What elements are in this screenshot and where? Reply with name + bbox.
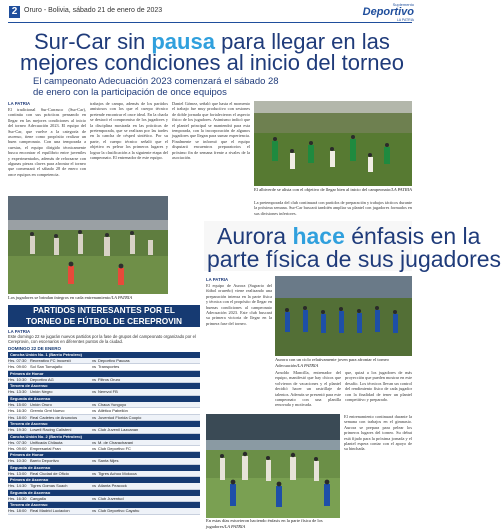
- article1-byline: LA PATRIA: [8, 101, 31, 106]
- match-time: Hrs. 15:00: [8, 401, 27, 407]
- versus-label: vs: [92, 358, 96, 363]
- fixture-section-title: Tercera de Ascenso: [8, 502, 200, 508]
- fixture-section-title: Primera de Ascenso: [8, 477, 200, 483]
- home-team: Unión Oruro: [30, 401, 52, 407]
- match-time: Hrs. 13:00: [8, 470, 27, 476]
- versus-label: vs: [92, 389, 96, 395]
- versus-label: vs: [92, 427, 96, 433]
- fixture-date-heading: DOMINGO 22 DE ENERO: [8, 346, 62, 351]
- match-time: Hrs. 19:30: [8, 427, 27, 433]
- dateline: Oruro - Bolivia, sábado 21 de enero de 2023: [24, 7, 163, 14]
- fixture-title-line1: PARTIDOS INTERESANTES POR EL: [33, 305, 175, 315]
- match-time: Hrs. 09:00: [8, 445, 27, 451]
- article2-photo-1-caption: Aurora con un ciclo relativamente joven para afrontar el torneo Adecuación/LA PATRIA: [275, 357, 389, 368]
- fixture-title-box: [8, 305, 200, 327]
- article2-col3: que, quizá a los jugadores de más proyección que pueden mostrar en este desafío. Los técnicos llevan un control del rendimiento físico de cada jugador con la finalidad de tener un plantel competitivo y preparado.: [345, 370, 412, 403]
- home-team: Empresarial Fran: [30, 445, 61, 451]
- versus-label: vs: [92, 376, 96, 382]
- versus-label: vs: [92, 483, 96, 489]
- home-team: Sol San Tomajaño: [30, 364, 63, 370]
- match-time: Hrs. 18:00: [8, 508, 27, 514]
- fixture-table: [8, 352, 200, 515]
- versus-label: vs: [92, 439, 96, 445]
- article2-photo-2-caption: En estas días estuvieron haciendo énfasis en la parte física de los jugadores/LA PATRIA: [206, 518, 323, 529]
- versus-label: vs: [92, 470, 96, 476]
- match-time: Hrs. 09:00: [8, 364, 27, 370]
- match-time: Hrs. 18:00: [8, 414, 27, 420]
- versus-label: vs: [92, 401, 96, 407]
- page-number: 2: [9, 6, 20, 18]
- away-team: Club Deportivo Cayahu: [98, 508, 140, 514]
- home-team: Real Ciudad de Oficio: [30, 470, 69, 476]
- logo-top-text: Suplemento: [392, 2, 414, 7]
- article2-byline: LA PATRIA: [206, 277, 229, 282]
- home-team: Unión Negro: [30, 389, 53, 395]
- fixture-section-title: Segunda de Ascenso: [8, 490, 200, 496]
- supplement-logo: [356, 3, 414, 22]
- away-team: Club Deportivo FC: [98, 445, 131, 451]
- home-team: Real Cadetes de Anuncios: [30, 414, 78, 420]
- versus-label: vs: [92, 495, 96, 501]
- fixture-title-line2: TORNEO DE FÚTBOL DE CEREPROVIN: [26, 316, 182, 326]
- away-team: Chaca Yungoyo: [98, 401, 127, 407]
- versus-label: vs: [92, 458, 96, 464]
- home-team: Deportivo AG: [30, 376, 54, 382]
- versus-label: vs: [92, 408, 96, 414]
- fixture-section-title: Segunda de Ascenso: [8, 465, 200, 471]
- fixture-section-title: Segunda de Ascenso: [8, 396, 200, 402]
- article1-col2: trabajos de campo, además de los partidos amistosos con los que el cuerpo técnico pretende encontrar el once ideal. En la charla se destacó el compromiso de los jugadores y la disciplina mostrada en las prácticas de pretemporada, que se realizan por las tardes en la cancha de césped sintético. Por su parte, el cuerpo técnico señaló que el objetivo es pelear los primeros lugares y lograr la clasificación a la siguiente etapa del campeonato. El entrenador de este equipo.: [90, 101, 168, 161]
- versus-label: vs: [92, 414, 96, 420]
- home-team: Real Madrid Luciacion: [30, 508, 70, 514]
- fixture-row: [8, 508, 200, 514]
- away-team: Transportes: [98, 364, 120, 370]
- match-time: Hrs. 13:30: [8, 389, 27, 395]
- home-team: Recreativo FC Incuestí: [30, 358, 71, 363]
- home-team: Unificada Chilauta: [30, 439, 63, 445]
- home-team: Gremio Gmt Nuevo: [30, 408, 65, 414]
- away-team: Deportivo Paucas: [98, 358, 130, 363]
- match-time: Hrs. 16:30: [8, 495, 27, 501]
- match-time: Hrs. 16:30: [8, 408, 27, 414]
- away-team: Filtros Oruro: [98, 376, 121, 382]
- article1-photo-1-caption: Los jugadores se brindan íntegros en cada entrenamiento/LA PATRIA: [8, 295, 133, 300]
- fixture-byline: LA PATRIA: [8, 329, 31, 334]
- versus-label: vs: [92, 445, 96, 451]
- home-team: Lowell Racing Calisteni: [30, 427, 72, 433]
- match-time: Hrs. 10:30: [8, 458, 27, 464]
- article2-headline-line1: Aurora hace énfasis en la: [217, 223, 481, 249]
- article1-col1: El tradicional Sur-Carrasco (Sur-Car), continúa con sus prácticas pensando en llegar en las mejores condiciones al inicio del torneo Adecuación 2023. El equipo del Sur-Car, que vuelve a la categoría de ascenso, tiene como propósito realizar un buen campeonato. Con una temporada a cuestas, el equipo dirigido técnicamente busca encontrar el equilibrio entre juveniles y experimentados, además de reforzarse con algunas piezas claves para afrontar el torneo que comenzará el sábado 28 de enero con once equipos en competencia.: [8, 107, 86, 177]
- article2-photo-2: [206, 414, 340, 518]
- article1-photo-2: [254, 101, 412, 186]
- article2-col4: El entrenamiento continuará durante la semana con trabajos en el gimnasio. Aurora se prepara para pelear los primeros lugares del torneo. Su debut está fijado para la próxima jornada y el plantel espera contar con el apoyo de su hinchada.: [344, 414, 412, 452]
- match-time: Hrs. 14:30: [8, 483, 27, 489]
- away-team: Nemvol FB: [98, 389, 118, 395]
- match-time: Hrs. 07:30: [8, 439, 27, 445]
- fixture-section-title: Cancha Unión No. 1 (Barrio Petrolero): [8, 352, 200, 358]
- fixture-section-title: Tercera de Ascenso: [8, 383, 200, 389]
- versus-label: vs: [92, 364, 96, 370]
- away-team: Tigres Achoo Mokooa: [98, 470, 137, 476]
- article1-dek-line2: de enero con la participación de once equipos: [33, 87, 227, 98]
- article1-col4: La pretemporada del club continuará con partidos de preparación y trabajos tácticos durante la próxima semana. Sur-Car buscará también ampliar su plantel con jugadores formados en sus divisiones inferiores.: [254, 200, 412, 216]
- home-team: Barrio Deportivo: [30, 458, 59, 464]
- match-time: Hrs. 10:30: [8, 376, 27, 382]
- away-team: Santa Nijes: [98, 458, 119, 464]
- fixture-intro: Este domingo 22 se jugarán nuevos partidos por la fase de grupos del campeonato organizado por el Cereprovin, con escenarios en diferentes puntos de la ciudad.: [8, 334, 196, 344]
- away-team: Atlético Pabellón: [98, 408, 128, 414]
- header-rule: [8, 22, 412, 23]
- article2-headline-line2: parte física de sus jugadores: [207, 246, 501, 272]
- article1-photo-1: [8, 196, 168, 294]
- article1-headline-line1: Sur-Car sin pausa para llegar en las: [34, 29, 390, 54]
- fixture-section-title: Primera de Honor: [8, 452, 200, 458]
- away-team: Club Juvenil Lazcanan: [98, 427, 139, 433]
- article2-photo-1: [275, 276, 412, 356]
- article2-col1: El equipo de Aurora (Sagrario del fútbol orureño) viene realizando una preparación intensa en la parte física y técnica con el propósito de llegar en buenas condiciones al campeonato Adecuación 2023. Este club buscará su primera victoria de llegar en la primera fase del torneo.: [206, 283, 272, 326]
- logo-main-text: Deportivo: [362, 6, 414, 18]
- fixture-section-title: Cancha Unión No. 2 (Barrio Petrolero): [8, 434, 200, 440]
- versus-label: vs: [92, 508, 96, 514]
- article1-photo-2-caption: El albiverde se alista con el objetivo de llegar bien al inicio del campeonato/LA PATRIA: [254, 187, 412, 192]
- away-team: Atlanta Peacock: [98, 483, 127, 489]
- away-team: Club Juventud: [98, 495, 124, 501]
- article1-dek-line1: El campeonato Adecuación 2023 comenzará el sábado 28: [33, 76, 279, 87]
- article2-col2: Arnoldo Mancilla, entrenador del equipo, manifestó que hay chicos que volvieron de vacaciones y el plantel decidió hacer un rastrillaje de talentos. Además se presentó para este campeonato con una planilla renovada y motivada.: [275, 370, 341, 408]
- home-team: Cangalla: [30, 495, 46, 501]
- home-team: Tigres Gomas Suach: [30, 483, 68, 489]
- article1-headline-line2: mejores condiciones al inicio del torneo: [20, 50, 404, 75]
- fixture-section-title: Primera de Honor: [8, 371, 200, 377]
- fixture-section-title: Tercera de Ascenso: [8, 421, 200, 427]
- logo-sub-text: LA PATRIA: [396, 18, 414, 22]
- article1-col3: Daniel Gómez, señaló que hasta el momento el trabajo fue muy productivo con sesiones de doble jornada que fortalecieron el aspecto físico de los jugadores. Asimismo indicó que el plantel principal se mantendrá para esta temporada, con la incorporación de algunos jugadores que llegan para sumar experiencia. Finalmente se informó que el equipo disputará encuentros preparatorios el próximo fin de semana frente a rivales de la asociación.: [172, 101, 250, 161]
- away-team: M. de Characharani: [98, 439, 134, 445]
- away-team: Juventud Florida Coopio: [98, 414, 142, 420]
- match-time: Hrs. 07:30: [8, 358, 27, 363]
